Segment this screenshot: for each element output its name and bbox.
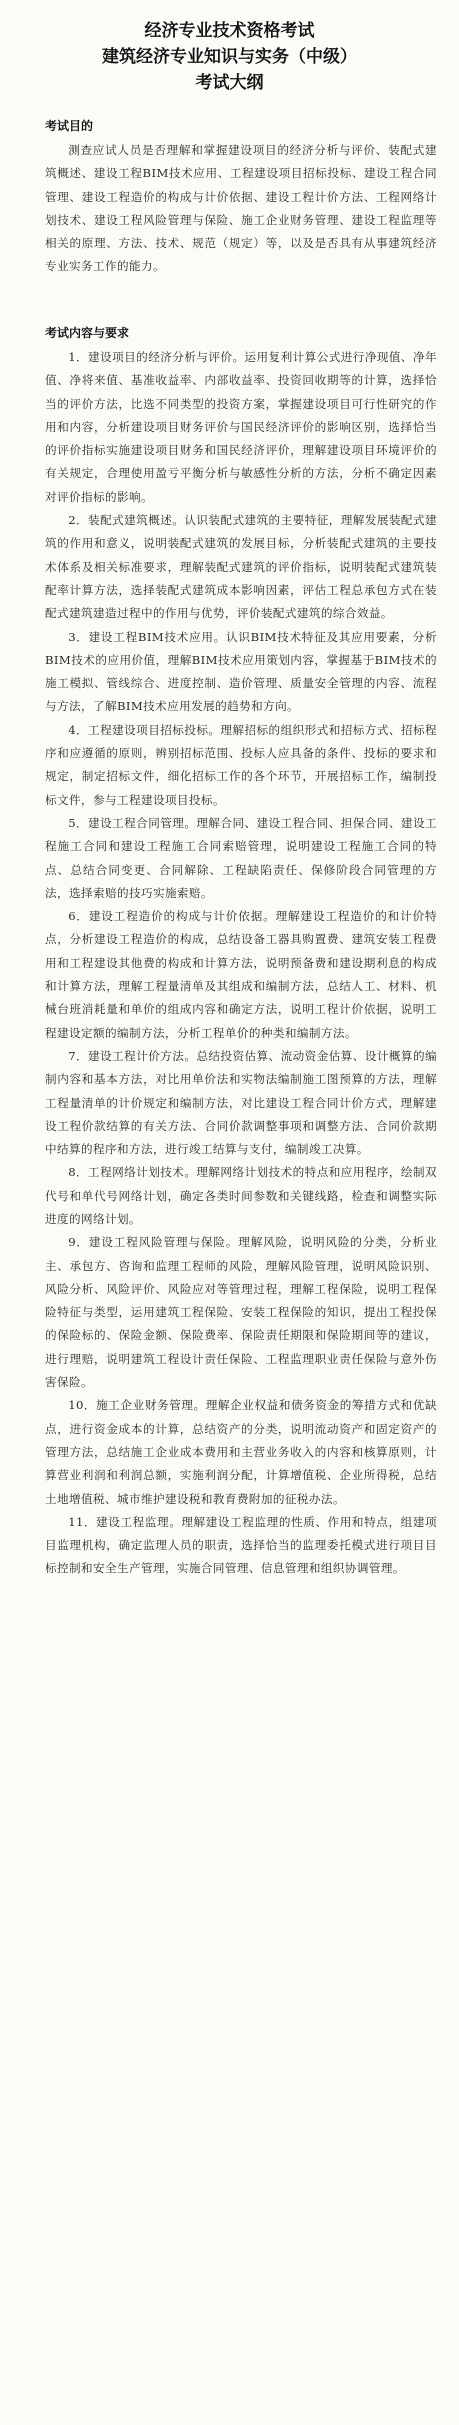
title-line-2: 建筑经济专业知识与实务（中级） — [102, 47, 357, 67]
purpose-heading: 考试目的 — [45, 119, 94, 133]
purpose-text: 测查应试人员是否理解和掌握建设项目的经济分析与评价、装配式建筑概述、建设工程BIM技术应用、工程建设项目招标投标、建设工程合同管理、建设工程造价的构成与计价依据、建设工程计价方法、工程网络计划技术、建设工程风险管理与保险、施工企业财务管理、建设工程监理等相关的原理、方法、技术、规范（规定）等，以及是否具有从事建筑经济专业实务工作的能力。 — [45, 143, 437, 274]
requirement-item-11: 11．建设工程监理。理解建设工程监理的性质、作用和特点，组建项目监理机构，确定监理人员的职责，选择恰当的监理委托模式进行项目目标控制和安全生产管理，实施合同管理、信息管理和组织协调管理。 — [45, 1514, 437, 1576]
requirement-item-10: 10．施工企业财务管理。理解企业权益和债务资金的筹措方式和优缺点，进行资金成本的计算，总结资产的分类，说明流动资产和固定资产的管理方法，总结施工企业成本费用和主营业务收入的内容和核算原则，计算营业利润和利润总额，实施利润分配，计算增值税、企业所得税，总结土地增值税、城市维护建设税和教育费附加的征税办法。 — [45, 1398, 437, 1506]
requirement-item-9: 9．建设工程风险管理与保险。理解风险，说明风险的分类，分析业主、承包方、咨询和监理工程师的风险，理解风险管理，说明风险识别、风险分析、风险评价、风险应对等管理过程，理解工程保险，说明工程保险特征与类型，运用建筑工程保险、安装工程保险的知识，提出工程投保的保险标的、保险金额、保险费率、保险责任期限和保险期间等的建议，进行理赔，说明建筑工程设计责任保险、工程监理职业责任保险与意外伤害保险。 — [45, 1235, 437, 1390]
requirement-item-5: 5．建设工程合同管理。理解合同、建设工程合同、担保合同、建设工程施工合同和建设工程施工合同索赔管理，说明建设工程施工合同的特点、总结合同变更、合同解除、工程缺陷责任、保修阶段合同管理的方法，选择索赔的技巧实施索赔。 — [45, 815, 437, 900]
title-line-3: 考试大纲 — [195, 73, 264, 93]
title-line-1: 经济专业技术资格考试 — [144, 21, 315, 41]
requirements-section — [45, 325, 437, 1581]
requirements-heading: 考试内容与要求 — [45, 326, 130, 340]
requirement-item-2: 2．装配式建筑概述。认识装配式建筑的主要特征，理解发展装配式建筑的作用和意义，说明装配式建筑的发展目标，分析装配式建筑的主要技术体系及相关标准要求，理解装配式建筑的评价指标，说明装配式建筑装配率计算方法，选择装配式建筑成本影响因素，评估工程总承包方式在装配式建筑建造过程中的作用与优势，评价装配式建筑的综合效益。 — [45, 513, 437, 621]
requirement-item-4: 4．工程建设项目招标投标。理解招标的组织形式和招标方式、招标程序和应遵循的原则，辨别招标范围、投标人应具备的条件、投标的要求和规定，制定招标文件，细化招标工作的各个环节，开展招标工作，编制投标文件，参与工程建设项目投标。 — [45, 722, 437, 807]
requirement-item-8: 8．工程网络计划技术。理解网络计划技术的特点和应用程序，绘制双代号和单代号网络计划，确定各类时间参数和关键线路，检查和调整实际进度的网络计划。 — [45, 1165, 437, 1226]
requirement-item-7: 7．建设工程计价方法。总结投资估算、流动资金估算、设计概算的编制内容和基本方法，对比用单价法和实物法编制施工图预算的方法，理解工程量清单的计价规定和编制方法，对比建设工程合同计价方式，理解建设工程价款结算的有关方法、合同价款调整事项和调整方法、合同价款期中结算的程序和方法，进行竣工结算与支付，编制竣工决算。 — [45, 1048, 437, 1157]
document-title-block — [0, 18, 459, 96]
purpose-section — [45, 118, 437, 279]
requirement-item-6: 6．建设工程造价的构成与计价依据。理解建设工程造价的和计价特点，分析建设工程造价的构成，总结设备工器具购置费、建筑安装工程费用和工程建设其他费的构成和计算方法，说明预备费和建设期利息的构成和计算方法，理解工程量清单及其组成和编制方法，总结人工、材料、机械台班消耗量和单价的组成内容和确定方法，说明工程计价依据，说明工程建设定额的编制方法，分析工程单价的种类和编制方法。 — [45, 909, 437, 1040]
requirement-item-1: 1．建设项目的经济分析与评价。运用复利计算公式进行净现值、净年值、净将来值、基准收益率、内部收益率、投资回收期等的计算，选择恰当的评价方法，比选不同类型的投资方案，掌握建设项目可行性研究的作用和内容，分析建设项目财务评价与国民经济评价的影响区别，选择恰当的评价指标实施建设项目财务和国民经济评价，理解建设项目环境评价的有关规定，合理使用盈亏平衡分析与敏感性分析的方法，分析不确定因素对评价指标的影响。 — [45, 350, 437, 504]
requirement-item-3: 3．建设工程BIM技术应用。认识BIM技术特征及其应用要素，分析BIM技术的应用价值，理解BIM技术应用策划内容，掌握基于BIM技术的施工模拟、管线综合、进度控制、造价管理、质量安全管理的内容、流程与方法，了解BIM技术应用发展的趋势和方向。 — [45, 629, 437, 714]
